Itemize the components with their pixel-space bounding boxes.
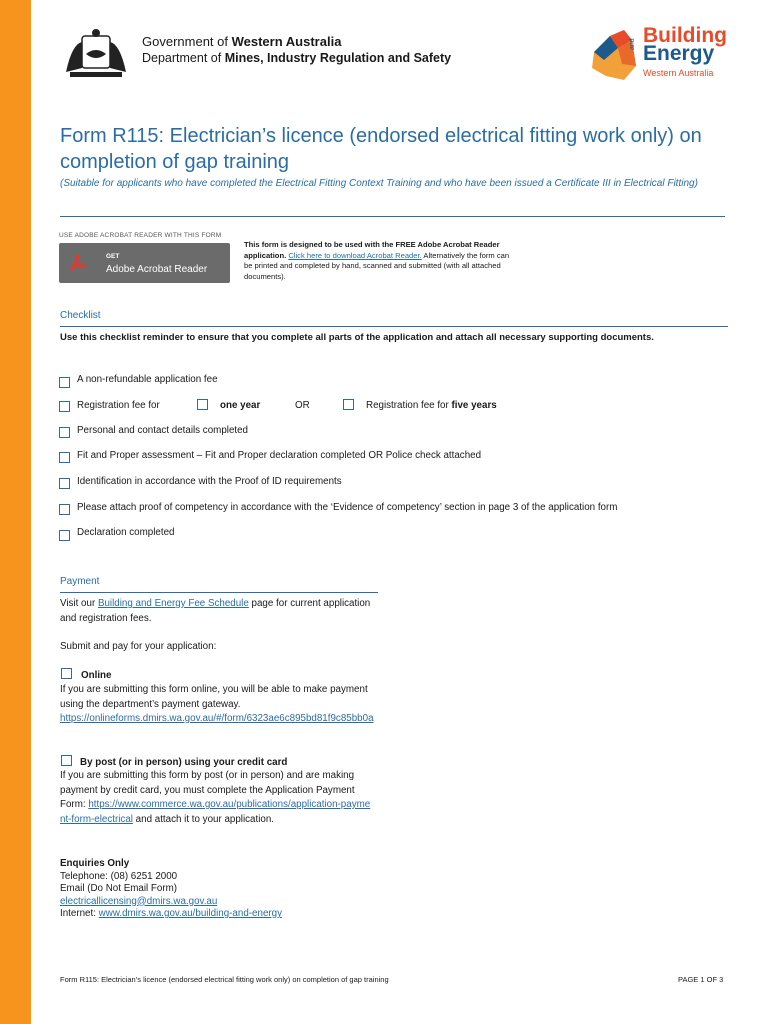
download-acrobat-link[interactable]: Click here to download Acrobat Reader. xyxy=(288,250,422,260)
checklist-item-identification: Identification in accordance with the Proof of ID requirements xyxy=(77,476,342,487)
acrobat-get-text: GET xyxy=(106,253,120,260)
logo-and-text: and xyxy=(629,38,636,50)
checkbox-registration-fee[interactable] xyxy=(59,401,70,412)
online-description: If you are submitting this form online, you will be able to make payment using the department’s payment gateway. https://onlineforms.dmirs.wa.gov.au/#/form/6323ae6c895bd81f9c85bb0a xyxy=(60,684,374,724)
option-or-text: OR xyxy=(295,400,310,411)
footer-page-number: PAGE 1 OF 3 xyxy=(678,975,724,984)
checklist-heading: Checklist xyxy=(60,310,101,321)
by-post-description: If you are submitting this form by post (or in person) and are making payment by credit card, you must complete the Application Payment Form: https://www.commerce.wa.gov.au/publications/application-payment-form-electrical and attach it to your application. xyxy=(60,770,371,825)
payment-heading: Payment xyxy=(60,576,100,587)
checklist-item-application-fee: A non-refundable application fee xyxy=(77,374,218,385)
checkbox-one-year[interactable] xyxy=(197,399,208,410)
enquiries-heading: Enquiries Only xyxy=(60,858,130,869)
submit-and-pay-text: Submit and pay for your application: xyxy=(60,641,217,652)
checkbox-fit-and-proper[interactable] xyxy=(59,452,70,463)
checkbox-personal-details[interactable] xyxy=(59,427,70,438)
checkbox-application-fee[interactable] xyxy=(59,377,70,388)
enquiries-block xyxy=(60,858,282,921)
payment-form-link[interactable]: https://www.commerce.wa.gov.au/publications/application-payment-form-electrical xyxy=(60,799,371,825)
online-label: Online xyxy=(81,670,112,681)
get-acrobat-reader-button[interactable] xyxy=(59,243,230,283)
enquiries-internet: Internet: www.dmirs.wa.gov.au/building-and-energy xyxy=(60,908,282,919)
checklist-instruction: Use this checklist reminder to ensure that you complete all parts of the application and attach all necessary supporting documents. xyxy=(60,332,654,343)
checklist-item-proof-of-competency: Please attach proof of competency in accordance with the ‘Evidence of competency’ section in page 3 of the application form xyxy=(77,502,618,513)
checkbox-by-post[interactable] xyxy=(61,755,72,766)
government-heading: Government of Western Australia Department of Mines, Industry Regulation and Safety xyxy=(142,34,452,65)
checkbox-five-years[interactable] xyxy=(343,399,354,410)
option-five-years: Registration fee for five years xyxy=(366,400,497,411)
fee-schedule-link[interactable]: Building and Energy Fee Schedule xyxy=(97,598,249,609)
fee-schedule-text: Visit our Building and Energy Fee Schedule page for current application and registration fees. xyxy=(60,598,371,624)
orange-side-bar xyxy=(0,0,31,1024)
form-title: Form R115: Electrician’s licence (endorsed electrical fitting work only) on completion of gap training xyxy=(60,125,702,173)
wa-coat-of-arms-icon xyxy=(62,28,130,80)
checklist-item-fit-and-proper: Fit and Proper assessment – Fit and Proper declaration completed OR Police check attached xyxy=(77,450,482,461)
checklist-item-registration-fee: Registration fee for xyxy=(77,400,160,411)
title-divider xyxy=(60,216,725,217)
checkbox-online[interactable] xyxy=(61,668,72,679)
checkbox-declaration[interactable] xyxy=(59,530,70,541)
acrobat-name-text: Adobe Acrobat Reader xyxy=(106,264,208,275)
option-one-year: one year xyxy=(220,400,261,411)
checkbox-proof-of-competency[interactable] xyxy=(59,504,70,515)
acrobat-label: USE ADOBE ACROBAT READER WITH THIS FORM xyxy=(59,232,222,239)
checklist-item-declaration: Declaration completed xyxy=(77,527,175,538)
enquiries-email-link[interactable]: electricallicensing@dmirs.wa.gov.au xyxy=(60,895,218,907)
form-subtitle: (Suitable for applicants who have completed the Electrical Fitting Context Training and who have been issued a Certificate III in Electrical Fitting) xyxy=(60,178,698,189)
acrobat-icon xyxy=(67,252,89,274)
online-form-link[interactable]: https://onlineforms.dmirs.wa.gov.au/#/form/6323ae6c895bd81f9c85bb0a xyxy=(60,713,374,724)
payment-divider xyxy=(60,592,378,593)
enquiries-internet-link[interactable]: www.dmirs.wa.gov.au/building-and-energy xyxy=(98,908,282,919)
acrobat-note: This form is designed to be used with the FREE Adobe Acrobat Reader application. Click here to download Acrobat Reader. Alternatively the form can be printed and completed by hand, scanned and submitted (with all attached documents). xyxy=(244,240,510,281)
footer-form-name: Form R115: Electrician’s licence (endorsed electrical fitting work only) on completion of gap training xyxy=(60,975,389,984)
checklist-item-personal-details: Personal and contact details completed xyxy=(77,425,249,436)
checklist-divider xyxy=(60,326,728,327)
by-post-label: By post (or in person) using your credit card xyxy=(80,757,288,768)
enquiries-telephone: Telephone: (08) 6251 2000 xyxy=(60,870,178,882)
building-and-energy-logo: Building Energy Western Australia xyxy=(643,24,727,78)
enquiries-email-label: Email (Do Not Email Form) xyxy=(60,883,178,894)
checkbox-identification[interactable] xyxy=(59,478,70,489)
